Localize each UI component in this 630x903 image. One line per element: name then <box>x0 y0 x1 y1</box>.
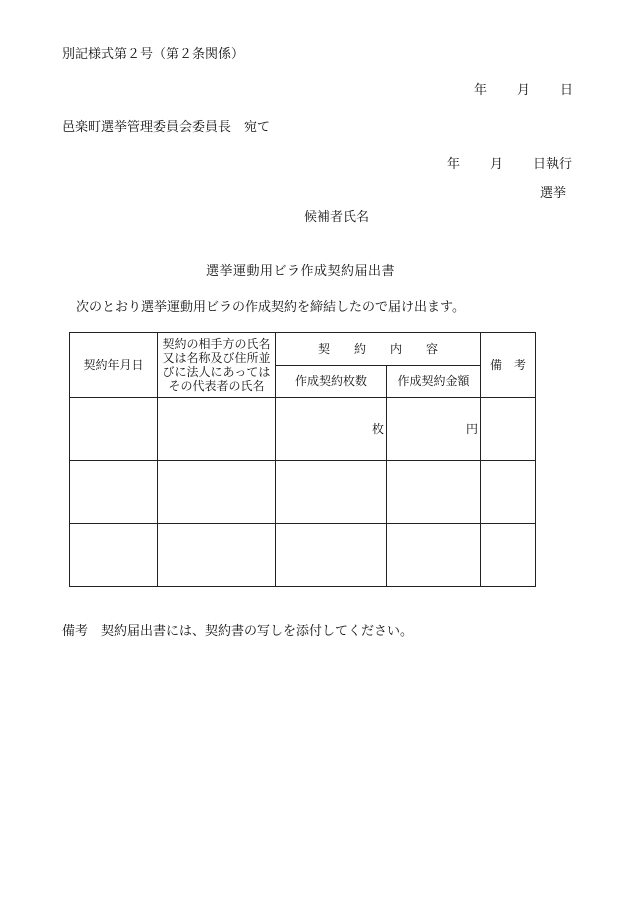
party-line: その代表者の氏名 <box>168 379 265 393</box>
addressee: 邑楽町選挙管理委員会委員長 宛て <box>62 120 271 135</box>
footer-note: 備考 契約届出書には、契約書の写しを添付してください。 <box>62 624 414 639</box>
cell-amount[interactable] <box>387 524 481 587</box>
header-contract-content: 契 約 内 容 <box>276 333 481 366</box>
document-title: 選挙運動用ビラ作成契約届出書 <box>206 264 396 279</box>
party-line: 契約の相手方の氏名 <box>162 337 271 351</box>
election-month-label: 月 <box>490 157 504 172</box>
cell-sheet-count[interactable] <box>276 398 387 461</box>
header-remarks: 備 考 <box>481 333 536 398</box>
header-contract-amount: 作成契約金額 <box>387 365 481 398</box>
cell-amount[interactable] <box>387 398 481 461</box>
election-date <box>447 157 572 173</box>
party-line: 又は名称及び住所並 <box>162 351 271 365</box>
header-contract-date: 契約年月日 <box>70 333 158 398</box>
cell-sheet-count[interactable] <box>276 461 387 524</box>
candidate-name-label: 候補者氏名 <box>304 210 370 225</box>
election-day-label: 日執行 <box>533 157 573 172</box>
year-label: 年 <box>474 83 488 98</box>
cell-date[interactable] <box>70 398 158 461</box>
unit-sheets: 枚 <box>371 422 384 436</box>
day-label: 日 <box>560 83 574 98</box>
cell-party[interactable] <box>158 461 276 524</box>
table-row <box>70 398 536 461</box>
election-year-label: 年 <box>447 157 461 172</box>
cell-amount[interactable] <box>387 461 481 524</box>
header-sheet-count: 作成契約枚数 <box>276 365 387 398</box>
cell-party[interactable] <box>158 398 276 461</box>
table-row <box>70 461 536 524</box>
form-identifier: 別記様式第２号（第２条関係） <box>62 47 245 62</box>
intro-text: 次のとおり選挙運動用ビラの作成契約を締結したので届け出ます。 <box>76 300 465 315</box>
cell-date[interactable] <box>70 524 158 587</box>
month-label: 月 <box>517 83 531 98</box>
table-row <box>70 524 536 587</box>
cell-date[interactable] <box>70 461 158 524</box>
cell-remarks[interactable] <box>481 461 536 524</box>
party-line: びに法人にあっては <box>162 365 271 379</box>
cell-remarks[interactable] <box>481 398 536 461</box>
header-contract-party <box>158 333 276 398</box>
cell-party[interactable] <box>158 524 276 587</box>
cell-remarks[interactable] <box>481 524 536 587</box>
cell-sheet-count[interactable] <box>276 524 387 587</box>
contract-table <box>69 332 536 587</box>
election-name: 選挙 <box>540 186 567 201</box>
unit-yen: 円 <box>466 422 479 436</box>
submission-date <box>474 83 573 99</box>
